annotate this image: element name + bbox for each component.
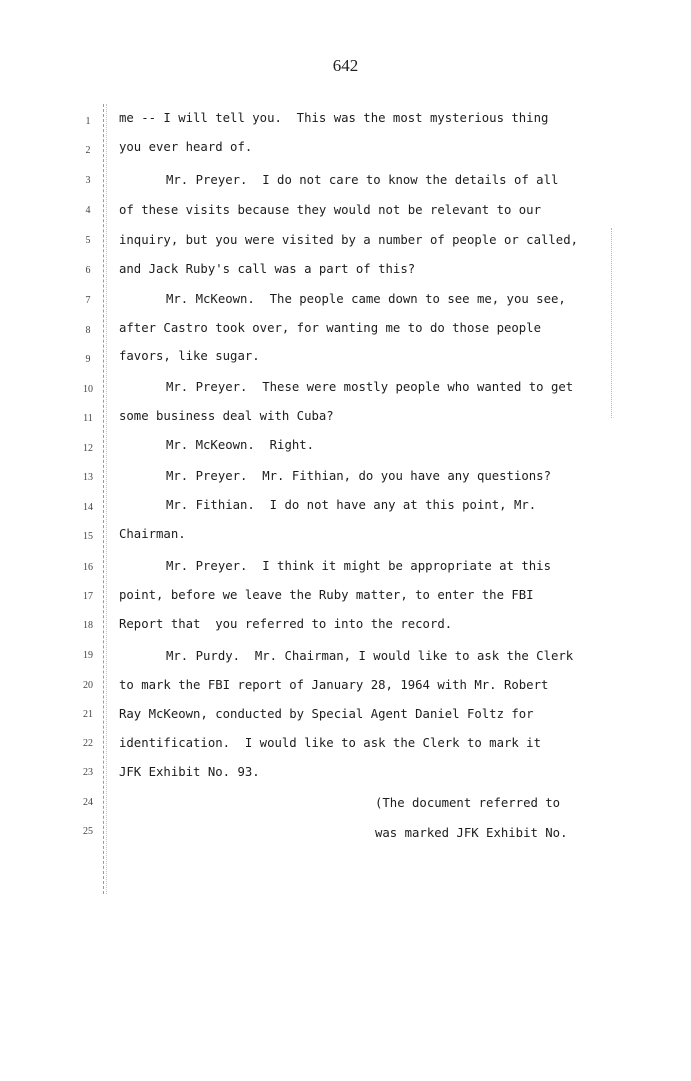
line-number: 1 [85,116,91,127]
transcript-line: Mr. Preyer. I think it might be appropriate at this [166,559,551,573]
line-number: 23 [83,767,93,778]
line-number: 9 [85,354,91,365]
transcript-line: Ray McKeown, conducted by Special Agent Daniel Foltz for [119,707,534,721]
line-number: 20 [83,680,93,691]
margin-rule [103,104,104,894]
line-number: 15 [83,531,93,542]
line-number: 14 [83,502,93,513]
line-number: 10 [83,384,93,395]
line-number: 5 [85,235,91,246]
line-number: 7 [85,295,91,306]
transcript-line: Mr. Fithian. I do not have any at this point, Mr. [166,498,537,512]
transcript-line: and Jack Ruby's call was a part of this? [119,262,416,276]
line-number: 12 [83,443,93,454]
line-number: 4 [85,205,91,216]
line-number: 6 [85,265,91,276]
transcript-line: to mark the FBI report of January 28, 1964 with Mr. Robert [119,678,549,692]
transcript-line: point, before we leave the Ruby matter, to enter the FBI [119,588,534,602]
line-number: 22 [83,738,93,749]
line-number: 18 [83,620,93,631]
transcript-line: was marked JFK Exhibit No. [375,826,568,840]
line-number: 24 [83,797,93,808]
line-number: 25 [83,826,93,837]
transcript-line: Chairman. [119,527,186,541]
line-number: 2 [85,145,91,156]
transcript-line: Mr. Preyer. I do not care to know the details of all [166,173,559,187]
line-number: 13 [83,472,93,483]
line-number: 21 [83,709,93,720]
transcript-line: Mr. Purdy. Mr. Chairman, I would like to ask the Clerk [166,649,574,663]
transcript-line: me -- I will tell you. This was the most mysterious thing [119,111,549,125]
transcript-line: Mr. Preyer. Mr. Fithian, do you have any questions? [166,469,551,483]
line-number: 3 [85,175,91,186]
transcript-line: Mr. Preyer. These were mostly people who wanted to get [166,380,574,394]
line-number: 16 [83,562,93,573]
transcript-line: of these visits because they would not be relevant to our [119,203,541,217]
line-number: 19 [83,650,93,661]
transcript-line: some business deal with Cuba? [119,409,334,423]
transcript-line: Mr. McKeown. Right. [166,438,315,452]
line-number: 11 [83,413,93,424]
margin-rule-inner [106,104,107,894]
right-margin-mark [611,228,612,418]
transcript-line: after Castro took over, for wanting me to do those people [119,321,541,335]
transcript-line: inquiry, but you were visited by a number of people or called, [119,233,579,247]
line-number: 17 [83,591,93,602]
transcript-line: favors, like sugar. [119,349,260,363]
page-number: 642 [332,56,359,75]
transcript-line: JFK Exhibit No. 93. [119,765,260,779]
transcript-line: you ever heard of. [119,140,253,154]
transcript-line: Mr. McKeown. The people came down to see me, you see, [166,292,566,306]
transcript-line: Report that you referred to into the record. [119,617,453,631]
transcript-line: identification. I would like to ask the Clerk to mark it [119,736,541,750]
line-number: 8 [85,325,91,336]
transcript-line: (The document referred to [375,796,561,810]
